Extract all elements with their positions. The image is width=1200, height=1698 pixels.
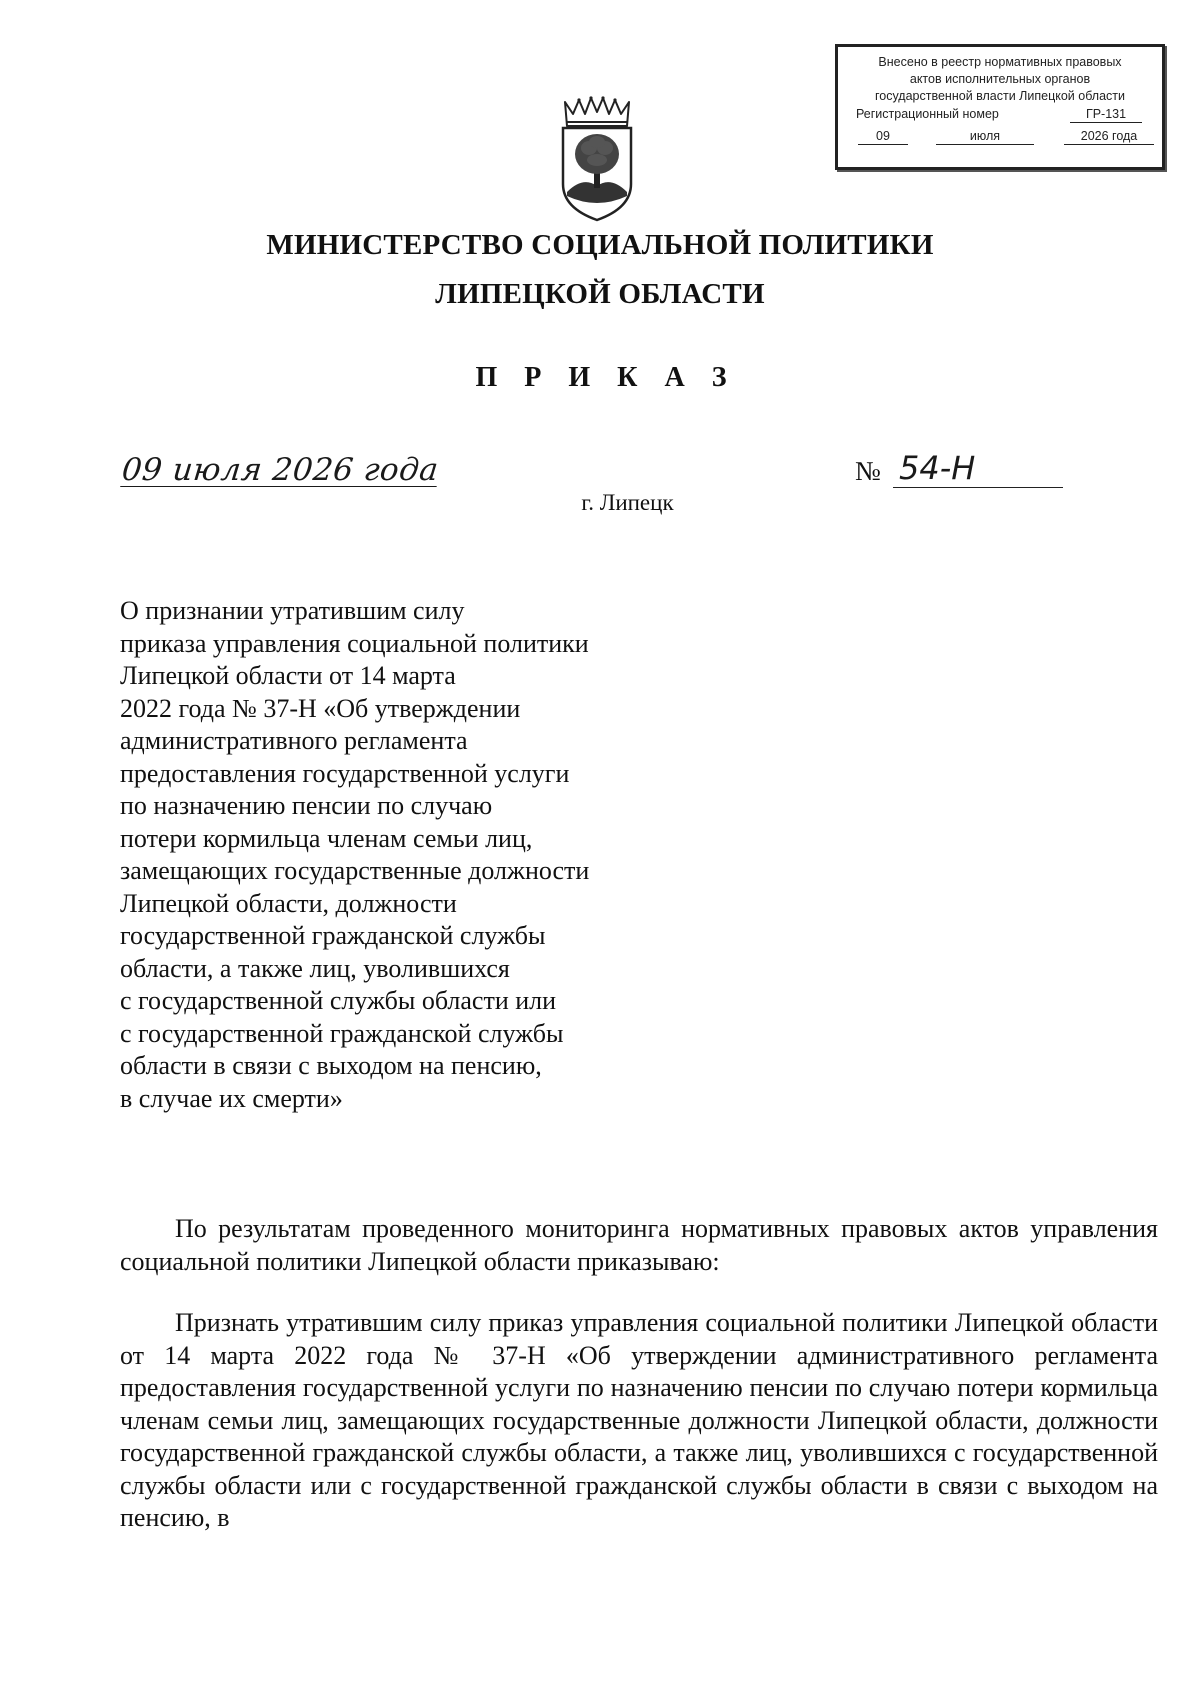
lipetsk-coat-of-arms-icon [557,96,637,222]
subject-line: административного регламента [120,726,468,755]
stamp-day: 09 [858,128,908,145]
stamp-registration-row [838,106,1162,124]
registry-stamp [835,44,1165,170]
subject-line: замещающих государственные должности [120,856,590,885]
stamp-year: 2026 года [1064,128,1154,145]
handwritten-date: 09 июля 2026 года [120,452,441,488]
stamp-date-row [838,128,1162,148]
ministry-title-line-1: МИНИСТЕРСТВО СОЦИАЛЬНОЙ ПОЛИТИКИ [266,229,934,261]
subject-line: приказа управления социальной политики [120,628,589,658]
subject-line: области, а также лиц, уволившихся [120,953,510,983]
subject-line: по назначению пенсии по случаю [120,791,493,820]
subject-line: Липецкой области от 14 марта [120,661,456,690]
order-subject [120,595,680,1115]
document-type-heading: П Р И К А З [475,362,737,393]
subject-line: О признании утратившим силу [120,596,465,625]
stamp-line-2: актов исполнительных органов [909,72,1091,86]
subject-line: Липецкой области, должности [120,888,457,918]
subject-line: государственной гражданской службы [120,921,546,950]
ministry-title-line-2: ЛИПЕЦКОЙ ОБЛАСТИ [435,278,765,310]
body-paragraph-1: По результатам проведенного мониторинга нормативных правовых актов управления социальной политики Липецкой области приказываю: [120,1214,1158,1276]
number-label: № [855,456,881,486]
subject-line: в случае их смерти» [120,1083,343,1113]
subject-line: с государственной гражданской службы [120,1018,564,1048]
stamp-registration-label: Регистрационный номер [856,107,999,121]
city-name: г. Липецк [581,490,674,515]
subject-line: области в связи с выходом на пенсию, [120,1051,542,1080]
body-paragraph-2: Признать утратившим силу приказ управления социальной политики Липецкой области от 14 марта 2022 года № 37-Н «Об утверждении административного регламента предоставления государственной услуги по назначению пенсии по случаю потери кормильца членам семьи лиц, замещающих государственные должности Липецкой области, должности государственной гражданской службы области, а также лиц, уволившихся с государственной службы области или с государственной гражданской службы области в связи с выходом на пенсию, в [120,1308,1158,1532]
stamp-month: июля [936,128,1034,145]
subject-line: предоставления государственной услуги [120,758,570,788]
stamp-line-3: государственной власти Липецкой области [874,89,1126,103]
subject-line: потери кормильца членам семьи лиц, [120,823,533,853]
subject-line: с государственной службы области или [120,986,557,1015]
subject-line: 2022 года № 37-Н «Об утверждении [120,693,521,723]
stamp-registration-number: ГР-131 [1070,106,1142,123]
handwritten-order-number: 54-Н [893,448,1063,488]
stamp-line-1: Внесено в реестр нормативных правовых [878,55,1122,69]
